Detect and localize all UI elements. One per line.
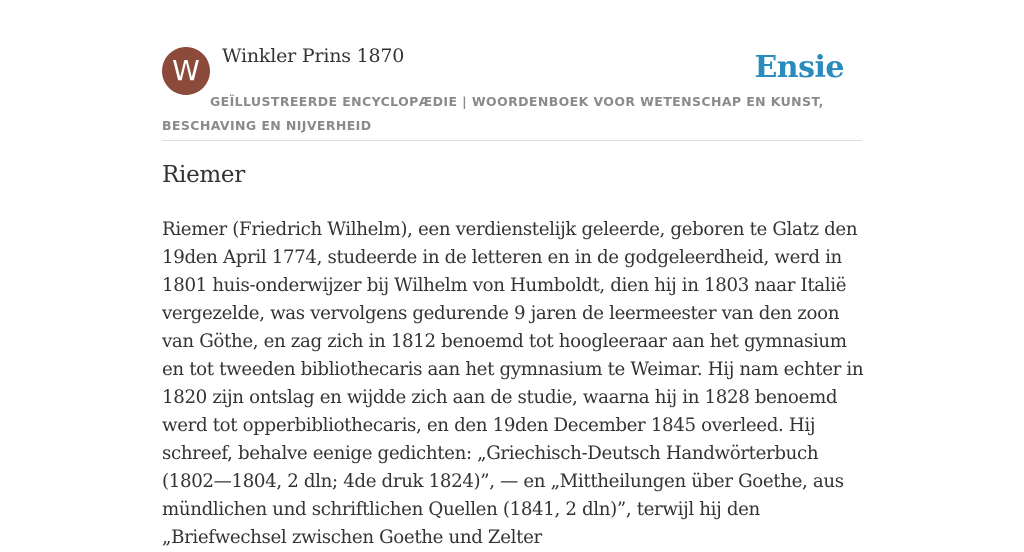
source-subtitle: GEÏLLUSTREERDE ENCYCLOPÆDIE | WOORDENBOEK VOOR WETENSCHAP EN KUNST, BESCHAVING EN NIJVERHEID	[162, 94, 824, 133]
source-avatar[interactable]: W	[162, 47, 210, 95]
source-title[interactable]: Winkler Prins 1870	[222, 45, 405, 67]
site-header	[162, 0, 862, 141]
article-body: Riemer (Friedrich Wilhelm), een verdienstelijk geleerde, geboren te Glatz den 19den April 1774, studeerde in de letteren en in de godgeleerdheid, werd in 1801 huis-onderwijzer bij Wilhelm von Humboldt, dien hij in 1803 naar Italië vergezelde, was vervolgens gedurende 9 jaren de leermeester van den zoon van Göthe, en zag zich in 1812 benoemd tot hoogleeraar aan het gymnasium en tot tweeden bibliothecaris aan het gymnasium te Weimar. Hij nam echter in 1820 zijn ontslag en wijdde zich aan de studie, waarna hij in 1828 benoemd werd tot opperbibliothecaris, en den 19den December 1845 overleed. Hij schreef, behalve eenige gedichten: „Griechisch-Deutsch Handwörterbuch (1802—1804, 2 dln; 4de druk 1824)”, — en „Mittheilungen über Goethe, aus mündlichen und schriftlichen Quellen (1841, 2 dln)”, terwijl hij den „Briefwechsel zwischen Goethe und Zelter	[162, 219, 864, 548]
page	[162, 0, 864, 548]
ensie-logo[interactable]: Ensie	[754, 50, 844, 85]
article-title: Riemer	[162, 162, 245, 188]
